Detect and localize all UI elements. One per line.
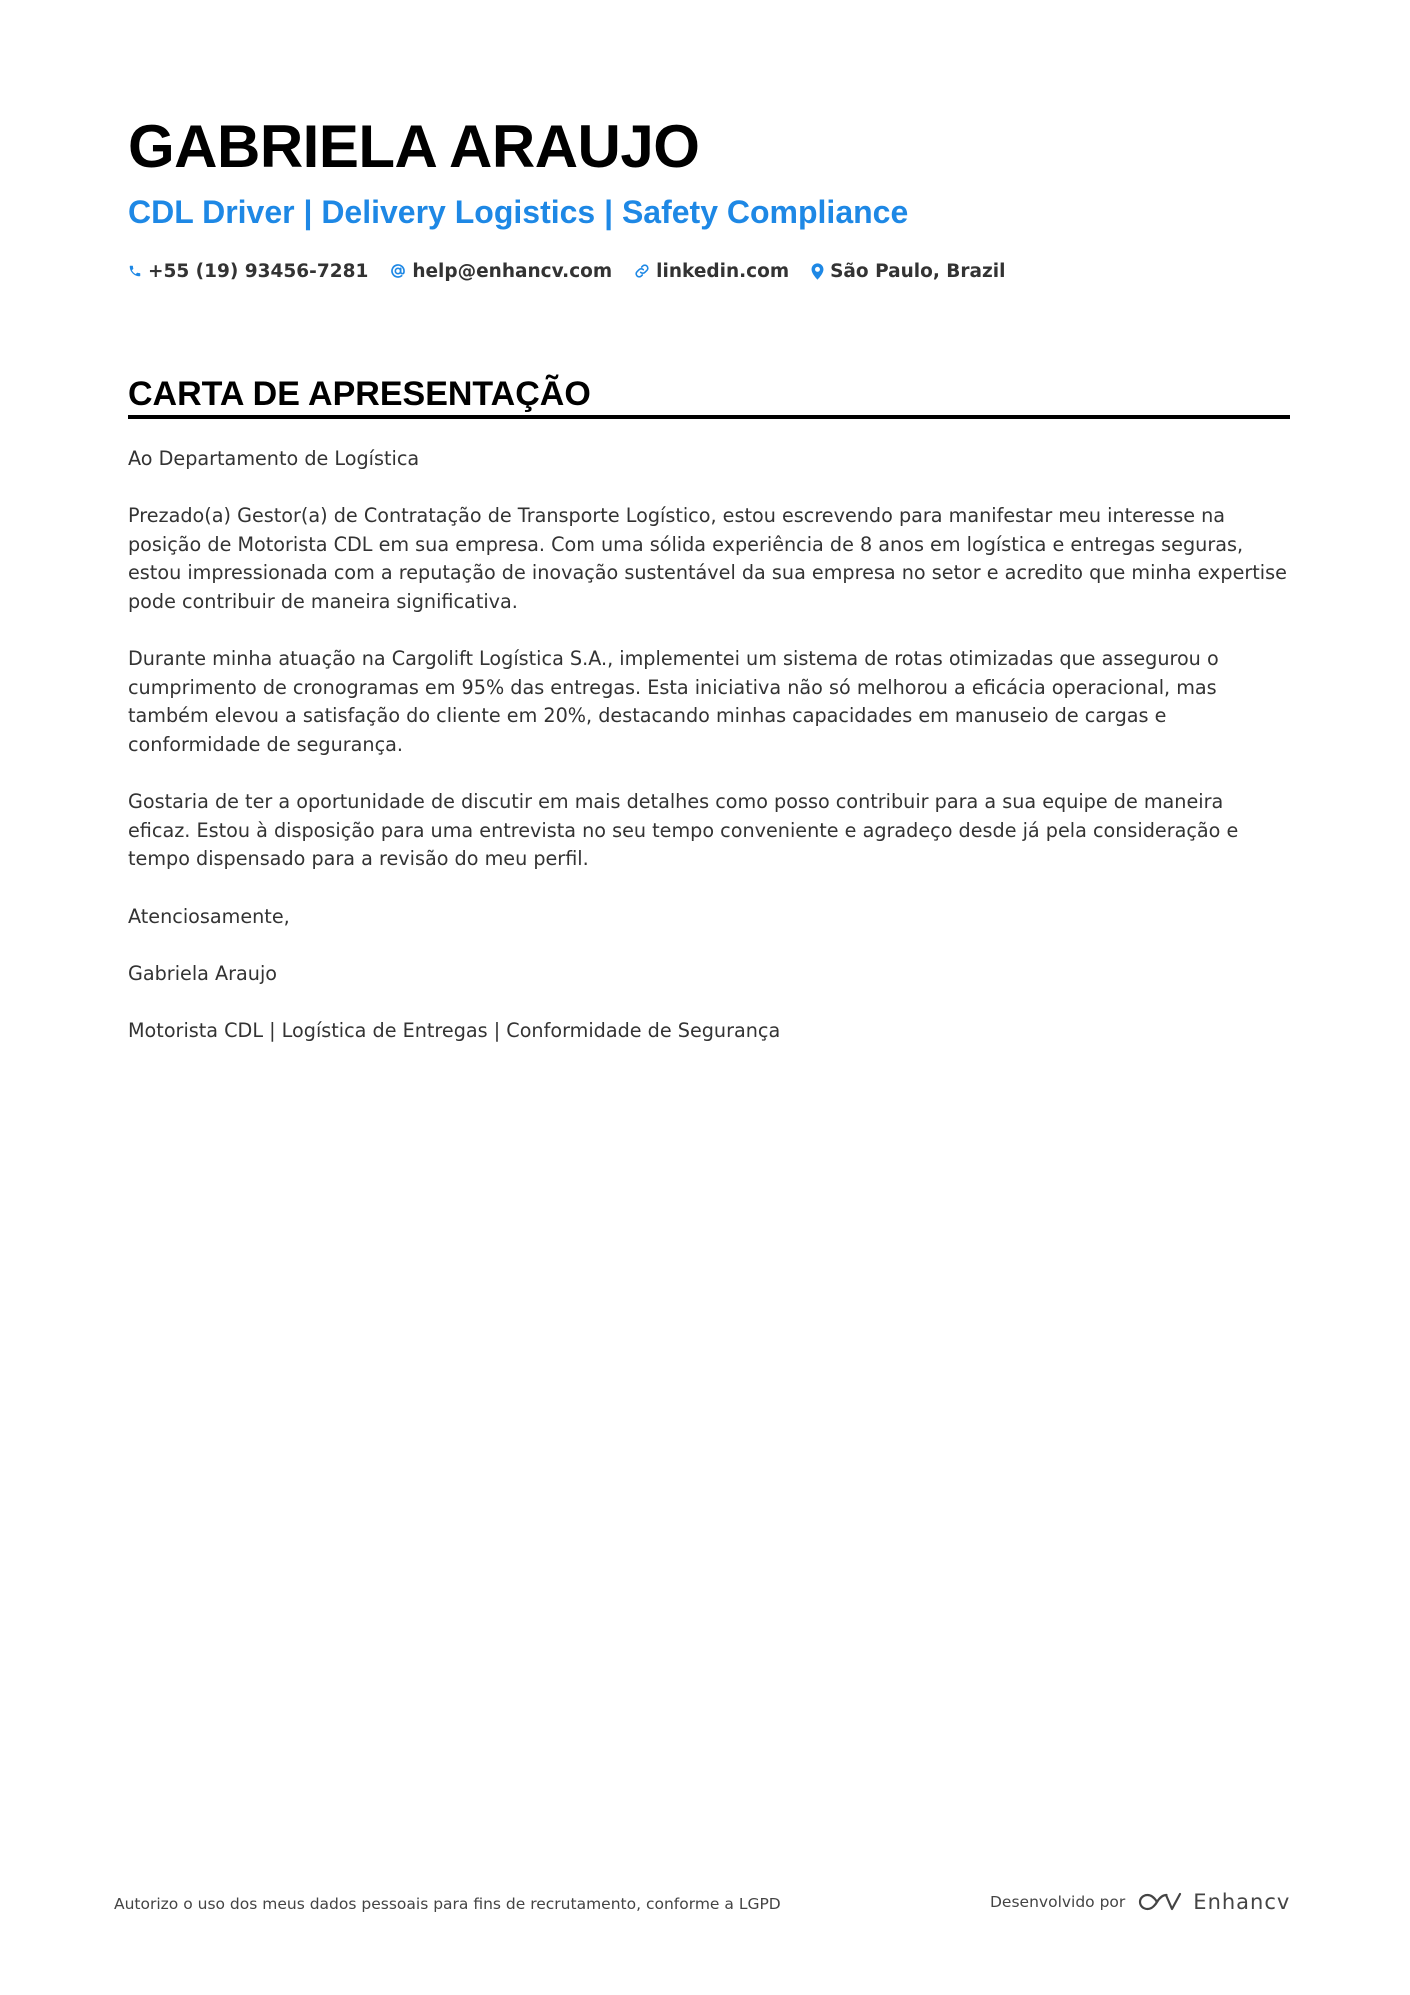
contact-phone[interactable]	[128, 261, 368, 282]
footer-branding[interactable]	[990, 1890, 1290, 1914]
map-pin-icon	[811, 263, 824, 280]
footer-consent: Autorizo o uso dos meus dados pessoais para fins de recrutamento, conforme a LGPD	[114, 1895, 781, 1913]
candidate-name: GABRIELA ARAUJO	[128, 113, 700, 180]
signature-name: Gabriela Araujo	[128, 961, 278, 985]
phone-icon	[128, 263, 142, 279]
letter-paragraph: Durante minha atuação na Cargolift Logística S.A., implementei um sistema de rotas otimizadas que assegurou o cumprimento de cronogramas em 95% das entregas. Esta iniciativa não só melhorou a eficácia operacional, mas também elevou a satisfação do cliente em 20%, destacando minhas capacidades em manuseio de cargas e conformidade de segurança.	[128, 647, 1219, 756]
letter-paragraph: Gostaria de ter a oportunidade de discutir em mais detalhes como posso contribuir para a sua equipe de maneira eficaz. Estou à disposição para uma entrevista no seu tempo conveniente e agradeço desde já pela consideração e tempo dispensado para a revisão do meu perfil.	[128, 790, 1239, 871]
powered-by-label: Desenvolvido por	[990, 1893, 1126, 1911]
contact-bar	[128, 258, 1290, 284]
signature-title: Motorista CDL | Logística de Entregas | Conformidade de Segurança	[128, 1018, 781, 1042]
contact-location-text: São Paulo, Brazil	[830, 260, 1006, 282]
section-title: CARTA DE APRESENTAÇÃO	[128, 374, 1290, 419]
contact-phone-text: +55 (19) 93456-7281	[148, 260, 369, 282]
letter-closing: Atenciosamente,	[128, 904, 290, 928]
candidate-headline: CDL Driver | Delivery Logistics | Safety Compliance	[128, 194, 909, 230]
contact-linkedin[interactable]	[634, 261, 789, 282]
letter-paragraph: Prezado(a) Gestor(a) de Contratação de Transporte Logístico, estou escrevendo para manifestar meu interesse na posição de Motorista CDL em sua empresa. Com uma sólida experiência de 8 anos em logística e entregas seguras, estou impressionada com a reputação de inovação sustentável da sua empresa no setor e acredito que minha expertise pode contribuir de maneira significativa.	[128, 504, 1287, 613]
contact-linkedin-text: linkedin.com	[656, 260, 790, 282]
letter-recipient: Ao Departamento de Logística	[128, 447, 420, 470]
contact-email-text: help@enhancv.com	[412, 260, 613, 282]
contact-email[interactable]	[390, 261, 612, 282]
brand-name: Enhancv	[1193, 1890, 1291, 1914]
at-icon	[390, 263, 406, 279]
enhancv-logo-icon	[1137, 1891, 1183, 1913]
letter-body	[128, 445, 1290, 1045]
contact-location	[811, 261, 1005, 282]
link-icon	[634, 263, 650, 279]
document-page	[128, 110, 1290, 1074]
